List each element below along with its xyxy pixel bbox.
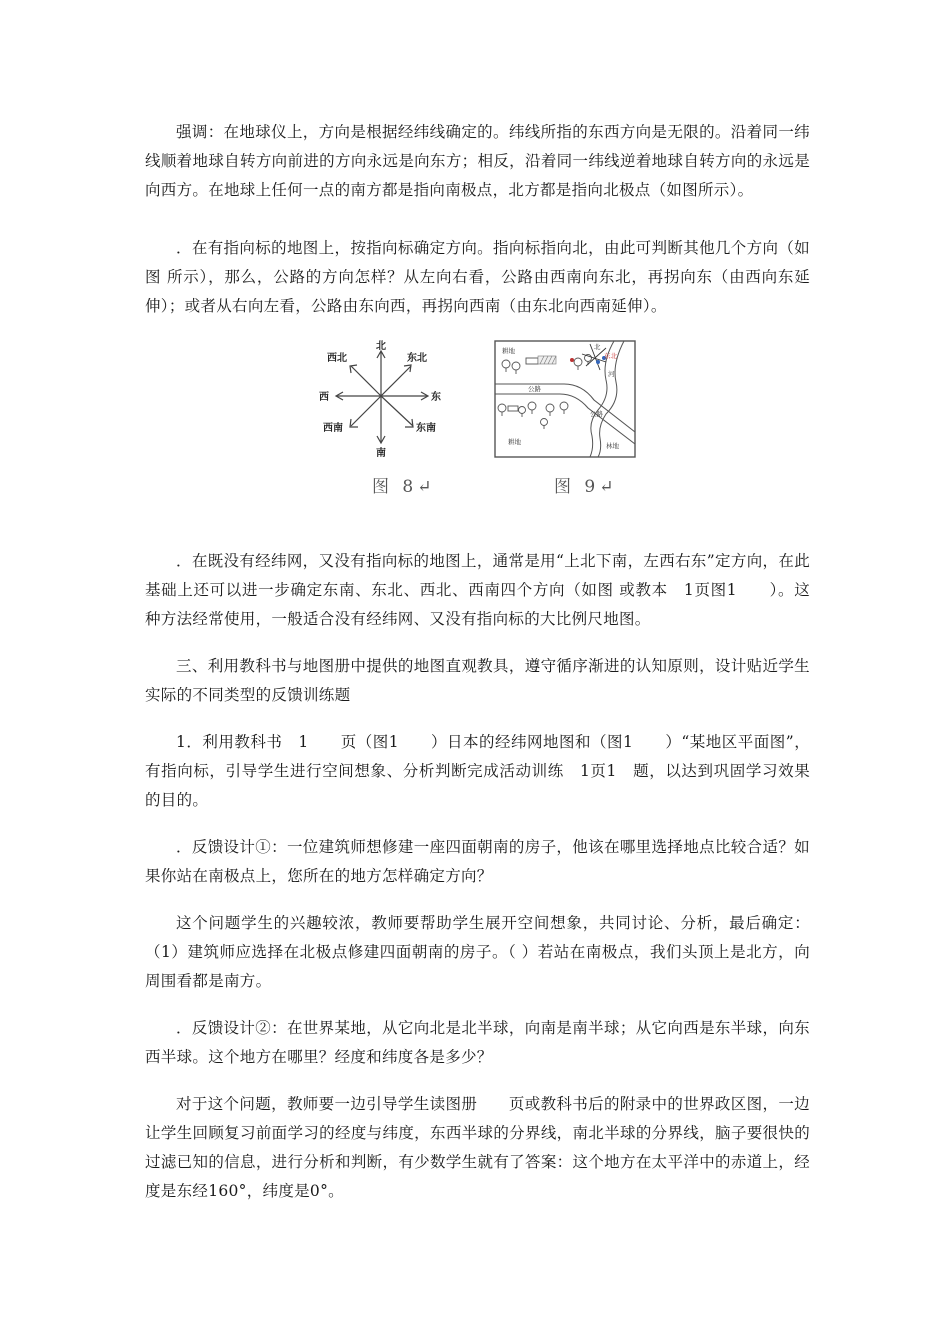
map-label-farmland-top: 耕地 [502,347,515,355]
paragraph-7: 这个问题学生的兴趣较浓，教师要帮助学生展开空间想象，共同讨论、分析，最后确定：（1）建筑师应选择在北极点修建四面朝南的房子。（ ）若站在南极点，我们头顶上是北方，向周围看都是南方。 [145,914,810,990]
compass-label-west: 西 [319,392,329,403]
area-plan-diagram [494,340,636,458]
compass-rose-diagram [315,338,465,468]
map-label-road-right: 公路 [590,410,603,418]
map-label-road-left: 公路 [528,385,541,393]
map-label-red: 东北 [604,352,617,360]
paragraph-6: ．反馈设计①：一位建筑师想修建一座四面朝南的房子，他该在哪里选择地点比较合适？如果你站在南极点上，您所在的地方怎样确定方向？ [145,838,810,885]
map-label-forest: 林地 [606,442,619,450]
compass-label-southwest: 西南 [323,423,343,434]
paragraph-4: 三、利用教科书与地图册中提供的地图直观教具，遵守循序渐进的认知原则，设计贴近学生实际的不同类型的反馈训练题 [145,657,810,704]
paragraph-1: 强调：在地球仪上，方向是根据经纬线确定的。纬线所指的东西方向是无限的。沿着同一纬线顺着地球自转方向前进的方向永远是向东方；相反，沿着同一纬线逆着地球自转方向的永远是向西方。在地球上任何一点的南方都是指向南极点，北方都是指向北极点（如图所示）。 [145,123,810,199]
map-label-farmland-bottom: 耕地 [508,438,521,446]
map-label-river: 河 [608,370,615,378]
paragraph-2: ．在有指向标的地图上，按指向标确定方向。指向标指向北，由此可判断其他几个方向（如图 所示），那么，公路的方向怎样？从左向右看，公路由西南向东北，再拐向东（由西向东延伸）；或者从右向左看，公路由东向西，再拐向西南（由东北向西南延伸）。 [145,239,810,315]
compass-label-southeast: 东南 [416,423,436,434]
compass-label-south: 南 [376,448,386,459]
figure-9-map [494,340,636,458]
paragraph-3: ．在既没有经纬网，又没有指向标的地图上，通常是用“上北下南，左西右东”定方向，在此基础上还可以进一步确定东南、东北、西北、西南四个方向（如图 或教本 1页图1 ）。这种方法经常使用，一般适合没有经纬网、又没有指向标的大比例尺地图。 [145,552,810,628]
map-label-north: 北 [594,343,601,351]
compass-label-northwest: 西北 [327,353,347,364]
paragraph-5: 1．利用教科书 1 页（图1 ）日本的经纬网地图和（图1 ）“某地区平面图”，有指向标，引导学生进行空间想象、分析判断完成活动训练 1页1 题，以达到巩固学习效果的目的。 [145,733,810,809]
paragraph-8: ．反馈设计②：在世界某地，从它向北是北半球，向南是南半球；从它向西是东半球，向东西半球。这个地方在哪里？经度和纬度各是多少？ [145,1019,810,1066]
figure-9-caption: 图 9↵ [554,477,618,497]
figure-8-caption: 图 8↵ [372,477,436,497]
compass-label-northeast: 东北 [407,353,427,364]
paragraph-9: 对于这个问题，教师要一边引导学生读图册 页或教科书后的附录中的世界政区图，一边让学生回顾复习前面学习的经度与纬度，东西半球的分界线，南北半球的分界线，脑子要很快的过滤已知的信息，进行分析和判断，有少数学生就有了答案：这个地方在太平洋中的赤道上，经度是东经160°，纬度是0°。 [145,1095,810,1200]
compass-label-east: 东 [431,392,441,403]
figure-8-compass [315,338,465,468]
compass-label-north: 北 [376,341,386,352]
